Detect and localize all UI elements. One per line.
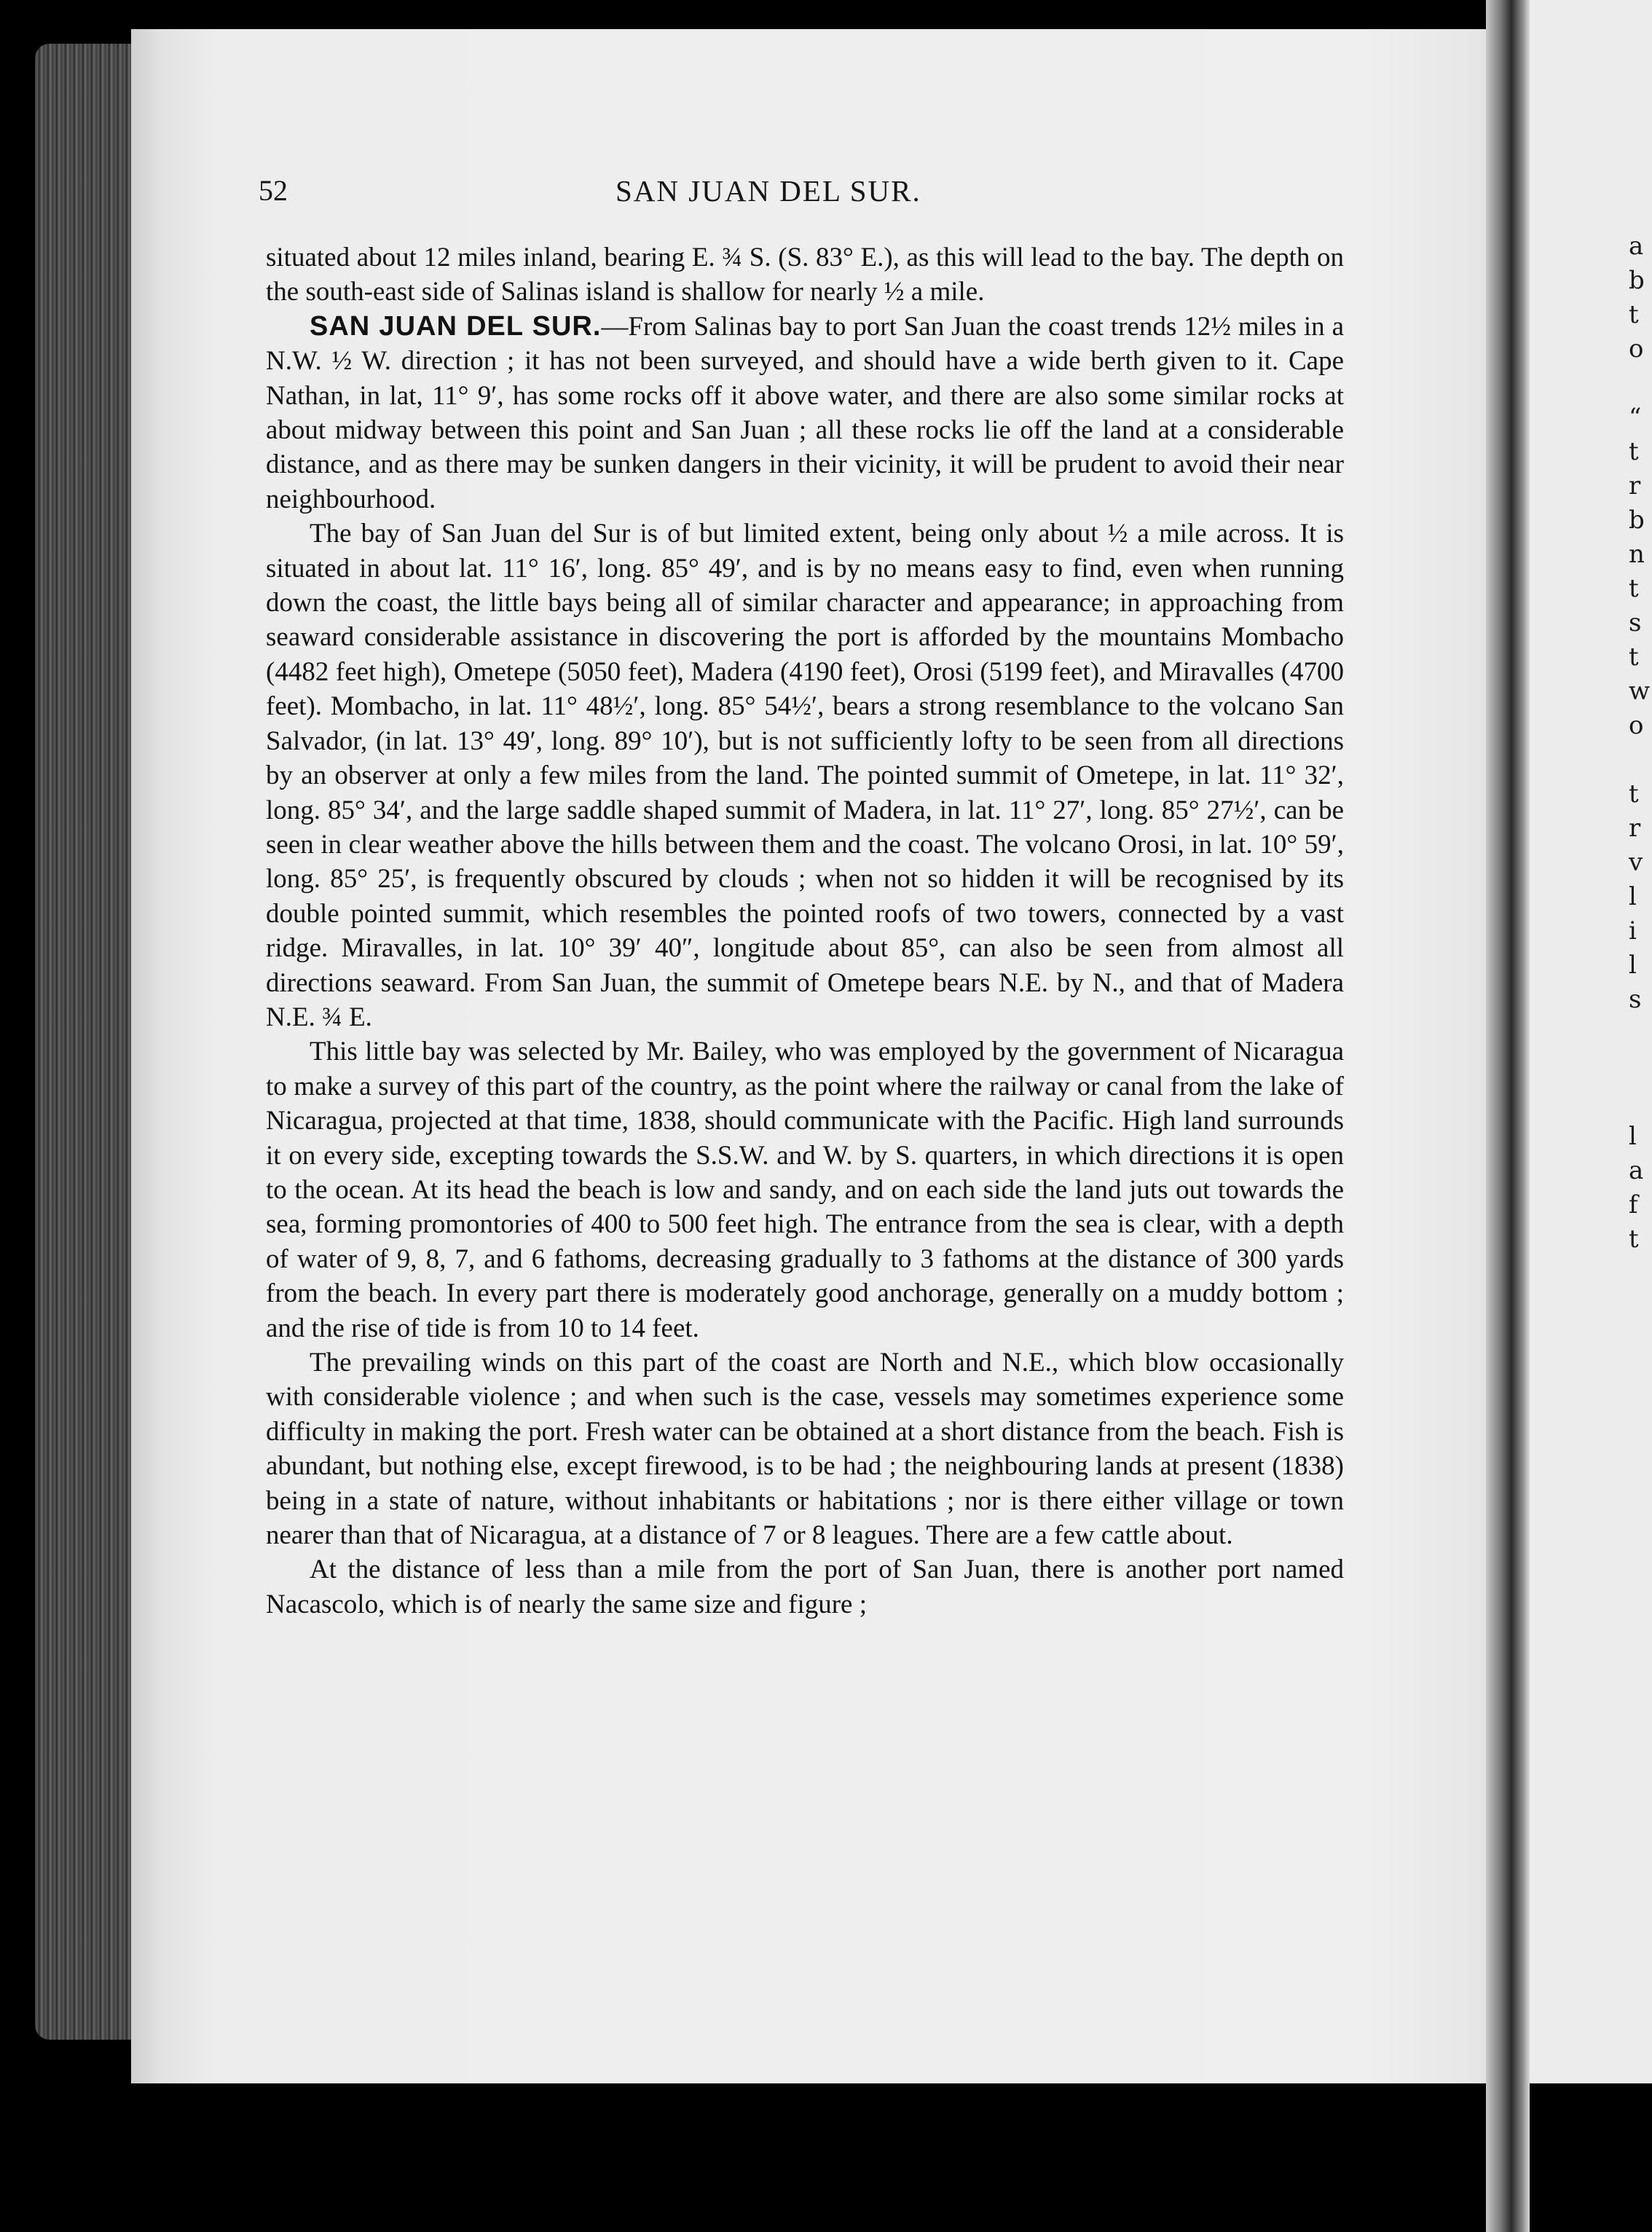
- facing-page-text-fragment: a b t o “ t r b n t s t w o t r v l i l s l a f t: [1629, 232, 1651, 1254]
- paragraph-continuation: situated about 12 miles inland, bearing E. ¾ S. (S. 83° E.), as this will lead to the bay. The depth on the south-east side of Salinas island is shallow for nearly ½ a mile.: [266, 243, 1344, 307]
- running-title: SAN JUAN DEL SUR.: [615, 174, 921, 208]
- body-text: [266, 240, 1344, 1622]
- page-number: 52: [259, 174, 288, 207]
- paragraph: The bay of San Juan del Sur is of but limited extent, being only about ½ a mile across. It is situated in about lat. 11° 16′, long. 85° 49′, and is by no means easy to find, even when running down the coast, the little bays being all of similar character and appearance; in approaching from seaward considerable assistance in discovering the port is afforded by the mountains Mombacho (4482 feet high), Ometepe (5050 feet), Madera (4190 feet), Orosi (5199 feet), and Miravalles (4700 feet). Mombacho, in lat. 11° 48½′, long. 85° 54½′, bears a strong resemblance to the volcano San Salvador, (in lat. 13° 49′, long. 89° 10′), but is not sufficiently lofty to be seen from all directions by an observer at only a few miles from the land. The pointed summit of Ometepe, in lat. 11° 32′, long. 85° 34′, and the large saddle shaped summit of Madera, in lat. 11° 27′, long. 85° 27½′, can be seen in clear weather above the hills between them and the coast. The volcano Orosi, in lat. 10° 59′, long. 85° 25′, is frequently obscured by clouds ; when not so hidden it will be recognised by its double pointed summit, which resembles the pointed roofs of two towers, connected by a vast ridge. Miravalles, in lat. 10° 39′ 40″, longitude about 85°, can also be seen from almost all directions seaward. From San Juan, the summit of Ometepe bears N.E. by N., and that of Madera N.E. ¾ E.: [266, 519, 1344, 1032]
- book-spine: [1486, 0, 1530, 2232]
- paragraph: The prevailing winds on this part of the coast are North and N.E., which blow occasionally with considerable violence ; and when such is the case, vessels may sometimes experience some difficulty in making the port. Fresh water can be obtained at a short distance from the beach. Fish is abundant, but nothing else, except firewood, is to be had ; the neighbouring lands at present (1838) being in a state of nature, without inhabitants or habitations ; nor is there either village or town nearer than that of Nicaragua, at a distance of 7 or 8 leagues. There are a few cattle about.: [266, 1348, 1344, 1551]
- section-heading: SAN JUAN DEL SUR.: [310, 310, 602, 342]
- running-head: [259, 173, 1351, 217]
- page-edges: [35, 44, 144, 2040]
- paragraph-section-start: SAN JUAN DEL SUR.—From Salinas bay to port San Juan the coast trends 12½ miles in a N.W. ½ W. direction ; it has not been surveyed, and should have a wide berth given to it. Cape Nathan, in lat, 11° 9′, has some rocks off it above water, and there are also some similar rocks at about midway between this point and San Juan ; all these rocks lie off the land at a considerable distance, and as there may be sunken dangers in their vicinity, it will be prudent to avoid their near neighbourhood.: [266, 310, 1344, 514]
- paragraph: At the distance of less than a mile from the port of San Juan, there is another port named Nacascolo, which is of nearly the same size and figure ;: [266, 1555, 1344, 1619]
- paragraph: This little bay was selected by Mr. Bailey, who was employed by the government of Nicaragua to make a survey of this part of the country, as the point where the railway or canal from the lake of Nicaragua, projected at that time, 1838, should communicate with the Pacific. High land surrounds it on every side, excepting towards the S.S.W. and W. by S. quarters, in which directions it is open to the ocean. At its head the beach is low and sandy, and on each side the land juts out towards the sea, forming promontories of 400 to 500 feet high. The entrance from the sea is clear, with a depth of water of 9, 8, 7, and 6 fathoms, decreasing gradually to 3 fathoms at the distance of 300 yards from the beach. In every part there is moderately good anchorage, generally on a muddy bottom ; and the rise of tide is from 10 to 14 feet.: [266, 1037, 1344, 1343]
